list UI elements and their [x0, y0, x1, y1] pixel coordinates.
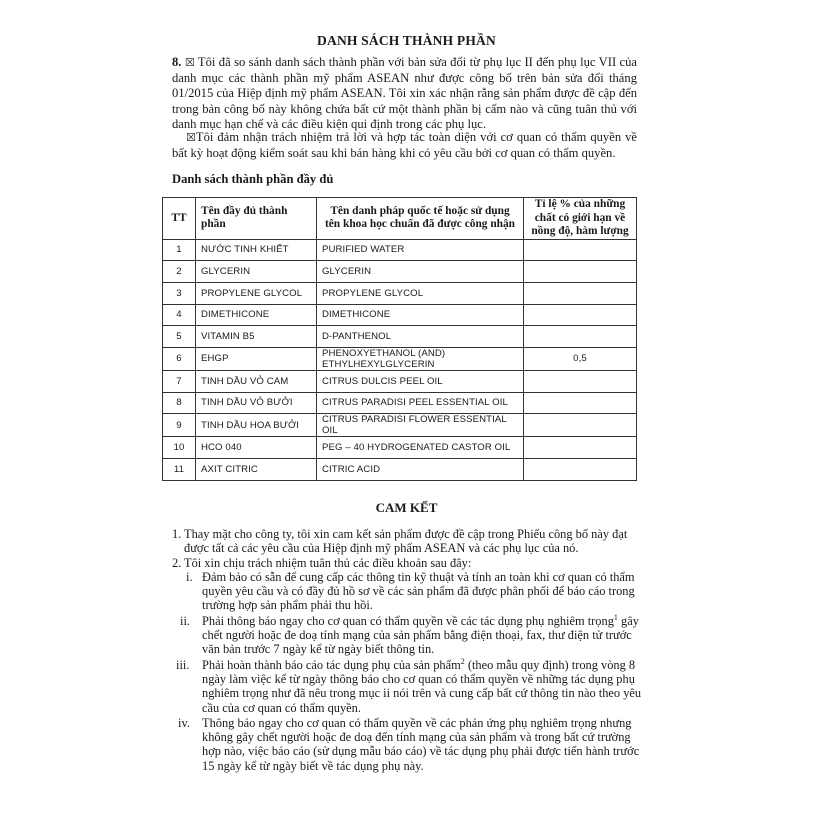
- table-row: [163, 370, 637, 392]
- commitment-item: [172, 527, 642, 556]
- cell-name: EHGP: [196, 347, 317, 370]
- cell-ratio: [524, 282, 637, 304]
- cell-tt: 5: [163, 326, 196, 348]
- ingredients-table: [162, 197, 637, 481]
- table-row: [163, 437, 637, 459]
- sub-item: [172, 614, 642, 657]
- sub-item: [172, 716, 642, 773]
- cell-tt: 11: [163, 459, 196, 481]
- full-list-title: Danh sách thành phần đầy đủ: [172, 172, 334, 186]
- cell-ratio: 0,5: [524, 347, 637, 370]
- header-ratio: Tỉ lệ % của những chất có giới hạn về nồng độ, hàm lượng: [524, 198, 637, 240]
- cell-tt: 2: [163, 261, 196, 283]
- sub-item-text: Đảm bảo có sẵn để cung cấp các thông tin kỹ thuật và tính an toàn khi cơ quan có thẩm quyền yêu cầu và có đầy đủ hồ sơ về các sản phẩm đã được phân phối để báo cáo trong trường hợp sản phẩm phải thu hồi.: [202, 569, 635, 613]
- cell-inci: DIMETHICONE: [317, 304, 524, 326]
- cell-inci: PHENOXYETHANOL (AND) ETHYLHEXYLGLYCERIN: [317, 347, 524, 370]
- cell-inci: CITRUS PARADISI PEEL ESSENTIAL OIL: [317, 392, 524, 414]
- sub-text-part: Phải thông báo ngay cho cơ quan có thẩm quyền về các tác dụng phụ nghiêm trọng: [202, 613, 614, 628]
- sub-item-text: [202, 614, 642, 657]
- header-name: Tên đầy đủ thành phần: [196, 198, 317, 240]
- cell-ratio: [524, 392, 637, 414]
- cell-inci: CITRIC ACID: [317, 459, 524, 481]
- item-text: Tôi xin chịu trách nhiệm tuân thủ các điều khoản sau đây:: [184, 555, 472, 570]
- cell-name: TINH DẦU VỎ BƯỞI: [196, 392, 317, 414]
- cell-inci: CITRUS PARADISI FLOWER ESSENTIAL OIL: [317, 414, 524, 437]
- cell-name: DIMETHICONE: [196, 304, 317, 326]
- footnote-marker: 1: [613, 612, 618, 622]
- footnote-marker: 2: [460, 656, 465, 666]
- table-header-row: [163, 198, 637, 240]
- cell-name: VITAMIN B5: [196, 326, 317, 348]
- cell-tt: 3: [163, 282, 196, 304]
- sub-item: [172, 570, 642, 613]
- cell-tt: 1: [163, 239, 196, 261]
- item-text: Thay mặt cho công ty, tôi xin cam kết sản phẩm được đề cập trong Phiếu công bố này đạt được tất cả các yêu cầu của Hiệp định mỹ phẩm ASEAN và các phụ lục của nó.: [184, 527, 628, 556]
- cell-ratio: [524, 370, 637, 392]
- sub-item-number: iv.: [178, 715, 190, 730]
- sub-item-number: ii.: [180, 613, 190, 628]
- cell-inci: CITRUS DULCIS PEEL OIL: [317, 370, 524, 392]
- cell-inci: GLYCERIN: [317, 261, 524, 283]
- sub-text-part: (theo mẫu quy định) trong vòng 8 ngày làm việc kể từ ngày thông báo cho cơ quan có thẩm quyền về những tác dụng phụ nghiêm trọng như đã nêu trong mục ii nói trên và cung cấp bất cứ thông tin nào theo yêu cầu của cơ quan có thẩm quyền.: [202, 657, 642, 715]
- cell-tt: 8: [163, 392, 196, 414]
- cell-name: GLYCERIN: [196, 261, 317, 283]
- cell-inci: PROPYLENE GLYCOL: [317, 282, 524, 304]
- sub-item-text: [202, 658, 642, 715]
- item-number: 2.: [172, 555, 182, 570]
- commitment-list: [172, 527, 642, 774]
- cell-ratio: [524, 437, 637, 459]
- cell-name: AXIT CITRIC: [196, 459, 317, 481]
- cell-ratio: [524, 261, 637, 283]
- header-inci: Tên danh pháp quốc tế hoặc sử dụng tên khoa học chuẩn đã được công nhận: [317, 198, 524, 240]
- declaration-number: 8.: [172, 55, 182, 69]
- cell-tt: 6: [163, 347, 196, 370]
- cell-tt: 4: [163, 304, 196, 326]
- table-row: [163, 347, 637, 370]
- sub-text-part: Phải hoàn thành báo cáo tác dụng phụ của sản phẩm: [202, 657, 461, 672]
- table-row: [163, 304, 637, 326]
- cell-name: TINH DẦU HOA BƯỞI: [196, 414, 317, 437]
- item-number: 1.: [172, 527, 182, 541]
- declaration-paragraph: [172, 55, 637, 133]
- cell-ratio: [524, 326, 637, 348]
- sub-item: [172, 658, 642, 715]
- table-row: [163, 326, 637, 348]
- cell-ratio: [524, 414, 637, 437]
- checked-box-icon: ☒: [184, 56, 195, 69]
- cell-tt: 10: [163, 437, 196, 459]
- header-tt: TT: [163, 198, 196, 240]
- cell-inci: PEG – 40 HYDROGENATED CASTOR OIL: [317, 437, 524, 459]
- cell-ratio: [524, 239, 637, 261]
- responsibility-paragraph: [172, 130, 637, 161]
- cell-ratio: [524, 459, 637, 481]
- responsibility-text: Tôi đảm nhận trách nhiệm trả lời và hợp tác toàn diện với cơ quan có thẩm quyền về bất kỳ hoạt động kiểm soát sau khi bán hàng khi có yêu cầu bởi cơ quan có thẩm quyền.: [172, 130, 637, 160]
- cell-name: TINH DẦU VỎ CAM: [196, 370, 317, 392]
- cell-inci: D-PANTHENOL: [317, 326, 524, 348]
- checked-box-icon: ☒: [186, 131, 196, 144]
- cell-name: PROPYLENE GLYCOL: [196, 282, 317, 304]
- commitment-item: [172, 556, 642, 570]
- commitment-title: CAM KẾT: [375, 500, 438, 515]
- sub-item-number: iii.: [176, 657, 190, 672]
- sub-item-number: i.: [186, 569, 193, 584]
- cell-tt: 9: [163, 414, 196, 437]
- cell-name: NƯỚC TINH KHIẾT: [196, 239, 317, 261]
- sub-text-part: gây chết người hoặc đe doạ tính mạng của sản phẩm bằng điện thoại, fax, thư điện tử trước văn bản trước 7 ngày kể từ ngày biết thông tin.: [202, 613, 639, 657]
- document-title: DANH SÁCH THÀNH PHẦN: [317, 33, 496, 48]
- sub-item-text: Thông báo ngay cho cơ quan có thẩm quyền về các phản ứng phụ nghiêm trọng nhưng không gây chết người hoặc đe doạ đến tính mạng của sản phẩm và trong bất cứ trường hợp nào, việc báo cáo (sử dụng mẫu báo cáo) về tác dụng phụ phải được tiến hành trước 15 ngày kể từ ngày biết về tác dụng phụ này.: [202, 715, 640, 773]
- table-row: [163, 282, 637, 304]
- cell-ratio: [524, 304, 637, 326]
- table-row: [163, 414, 637, 437]
- declaration-text: Tôi đã so sánh danh sách thành phần với bản sửa đổi từ phụ lục II đến phụ lục VII của danh mục các thành phần mỹ phẩm ASEAN như được công bố trên bản sửa đổi tháng 01/2015 của Hiệp định mỹ phẩm ASEAN. Tôi xin xác nhận rằng sản phẩm được đề cập đến trong bản công bố này không chứa bất cứ một thành phần bị cấm nào và cũng tuân thủ với danh mục hạn chế và các điều kiện qui định trong các phụ lục.: [172, 55, 638, 131]
- cell-name: HCO 040: [196, 437, 317, 459]
- cell-tt: 7: [163, 370, 196, 392]
- table-row: [163, 392, 637, 414]
- table-row: [163, 239, 637, 261]
- table-row: [163, 459, 637, 481]
- cell-inci: PURIFIED WATER: [317, 239, 524, 261]
- table-row: [163, 261, 637, 283]
